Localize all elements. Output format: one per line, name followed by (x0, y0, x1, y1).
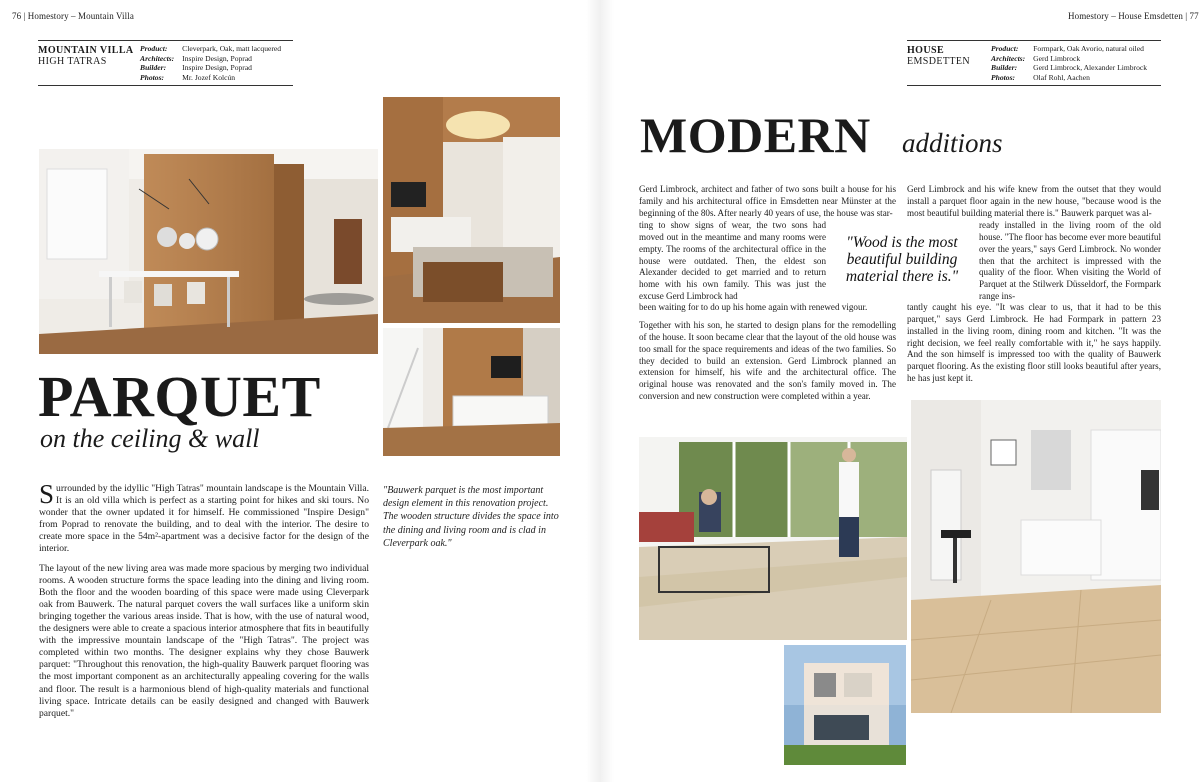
project-location: HIGH TATRAS (38, 56, 107, 67)
photo-tv-unit (383, 328, 560, 456)
project-name: HOUSE (907, 45, 945, 56)
left-headline: PARQUET (38, 364, 321, 429)
credit-table: Product: Cleverpark, Oak, matt lacquered Architects: Inspire Design, Poprad Builder: Inspire Design, Poprad Photos: Mr. Jozef Kolcún (140, 44, 282, 82)
right-col1-para2: Together with his son, he started to design plans for the remodelling of the house. It soon became clear that the layout of the old house was too small for the space requirements and ideas of the two families. So they decided to build an extension. Gerd Limbrock planned an extension for himself, his wife and the architectural office. The original house was renovated and the son's family moved in. The conversion and new construction were completed within a year. (639, 320, 896, 402)
right-col2-bottom: tantly caught his eye. "It was clear to us, that it had to be this parquet," says Gerd Limbrock. He had Formpark in pattern 23 installed in the living room, dining room and kitchen. "It was the right decision, we feel really comfortable with it," he says happily. And the son himself is impressed too with the quality of Bauwerk parquet flooring. As the existing floor still looks beautiful after years, he has just kept it. (907, 302, 1161, 384)
right-col1-top: Gerd Limbrock, architect and father of two sons built a house for his family and his architectural office in Emsdetten near Münster at the beginning of the 80s. After nearly 40 years of use, the house was star- (639, 184, 896, 218)
right-col1-narrow: ting to show signs of wear, the two sons had moved out in the meantime and many rooms were empty. The rooms of the architectural office in the house were outdated. Then, the eldest son Alexander decided to get married and to return home with his own family. This was just the excuse Gerd Limbrock had (639, 220, 826, 302)
photo-kitchen (911, 400, 1161, 713)
right-headline: MODERN (640, 107, 871, 163)
project-location: EMSDETTEN (907, 56, 971, 67)
dropcap: S (39, 479, 55, 509)
photo-conservatory (639, 437, 907, 640)
right-col1-bottom: been waiting for to do up his home again with renewed vigour. (639, 302, 868, 312)
right-col2-narrow: ready installed in the living room of the old house. "The floor has become ever more beautiful over the years," says Gerd Limbrock. No wonder then that the architect is impressed with the quality of the floor. When visiting the World of Parquet at the Stilwerk Düsseldorf, the Formpark range ins- (979, 220, 1161, 302)
left-body-text: Surrounded by the idyllic "High Tatras" mountain landscape is the Mountain Villa. It is an old villa which is perfect as a starting point for hikes and ski tours. No wonder that the owner updated it for himself. He commissioned "Inspire Design" from Poprad to renovate the building, and to deal with the interior. The desire to create more space in the 54m²-apartment was a decisive factor for the design of the interior. The layout of the new living area was made more spacious by merging two individual rooms. A wooden structure forms the space leading into the dining and living room. Both the floor and the wooden boarding of this space were made using Cleverpark oak from Bauwerk. The natural parquet covers the wall surfaces like a uniform skin bringing together the various areas inside. That is how, with the use of natural wood, the designers were able to create a spacious interior atmosphere that fits in beautifully with the impressive mountain landscape of the "High Tatras". The project was completed within two months. The designer explains why they chose Bauwerk parquet: "Throughout this renovation, the high-quality Bauwerk parquet flooring was the most important component as an architecturally appealing covering for the walls and floor. The result is a harmonious blend of high-quality materials and functional living space. Intricate details can be easily designed and changed with Bauwerk parquet." (39, 479, 369, 719)
photo-dining-room (39, 149, 378, 354)
project-name: MOUNTAIN VILLA (38, 45, 134, 56)
photo-living-room-lamp (383, 97, 560, 323)
credit-table: Product: Formpark, Oak Avorio, natural oiled Architects: Gerd Limbrock Builder: Gerd Limbrock, Alexander Limbrock Photos: Olaf Rohl, Aachen (991, 44, 1148, 82)
left-running-head: 76 | Homestory – Mountain Villa (12, 11, 134, 21)
right-col2-top: Gerd Limbrock and his wife knew from the outset that they would install a parquet floor again in the new house, "because wood is the most beautiful building material there is." Bauwerk parquet was al- (907, 184, 1161, 218)
photo-house-exterior (784, 645, 906, 765)
left-credit-box (38, 40, 293, 86)
page-gutter (586, 0, 614, 782)
right-credit-box (907, 40, 1161, 86)
right-pull-quote: "Wood is the most beautiful building material there is." (845, 234, 959, 285)
right-running-head: Homestory – House Emsdetten | 77 (1068, 11, 1199, 21)
right-subheadline: additions (902, 128, 1003, 158)
left-subheadline: on the ceiling & wall (40, 424, 260, 453)
left-pull-quote: "Bauwerk parquet is the most important design element in this renovation project. The wooden structure divides the space into the dining and living room and is clad in Cleverpark oak." (383, 485, 559, 549)
